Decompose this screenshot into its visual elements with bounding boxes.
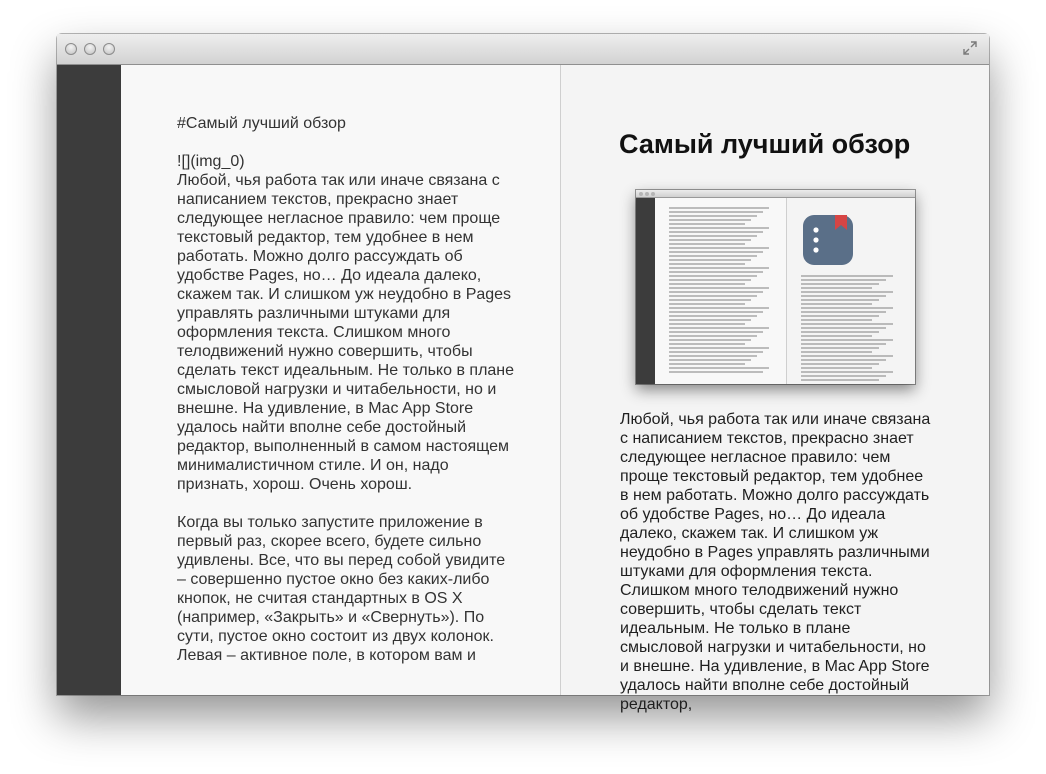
window-close-icon[interactable] [65, 43, 77, 55]
screenshot-text-line [801, 343, 886, 345]
screenshot-text-line [801, 355, 893, 357]
screenshot-dot-icon [645, 192, 649, 196]
screenshot-text-line [669, 351, 763, 353]
screenshot-text-line [801, 319, 872, 321]
editor-paragraph[interactable]: Когда вы только запустите приложение в первый раз, скорее всего, будете сильно удивлены. Все, что вы перед собой увидите – совершенно пустое окно без каких-либо кнопок, не считая стандартных в OS X (например, «Закрыть» и «Свернуть»). По сути, пустое окно состоит из двух колонок. Левая – активное поле, в котором вам и [177, 514, 506, 664]
screenshot-text-line [801, 359, 886, 361]
screenshot-text-line [801, 307, 893, 309]
screenshot-text-line [801, 275, 893, 277]
screenshot-text-line [669, 239, 751, 241]
preview-screenshot-image [636, 190, 915, 384]
screenshot-text-line [669, 311, 763, 313]
screenshot-text-line [669, 271, 763, 273]
screenshot-text-line [669, 359, 751, 361]
editor-text[interactable] [177, 114, 517, 665]
preview-paragraph: Любой, чья работа так или иначе связана с написанием текстов, прекрасно знает следующее негласное правило: чем проще текстовый редактор, тем удобнее в нем работать. Можно долго рассуждать об удобстве Pages, но… До идеала далеко, скажем так. И слишком уж неудобно в Pages управлять различными штуками для оформления текста. Слишком много телодвижений нужно совершить, чтобы сделать текст идеальным. Не только в плане смысловой нагрузки и читабельности, но и внешне. На удивление, в Mac App Store удалось найти вполне себе достойный редактор, [620, 411, 931, 713]
preview-pane[interactable] [561, 65, 989, 713]
screenshot-text-line [801, 291, 893, 293]
screenshot-text-line [801, 327, 886, 329]
editor-heading-line[interactable]: #Самый лучший обзор [177, 115, 346, 132]
screenshot-text-line [801, 363, 879, 365]
window-zoom-icon[interactable] [103, 43, 115, 55]
screenshot-text-line [669, 283, 745, 285]
screenshot-text-line [801, 375, 886, 377]
markdown-editor[interactable] [121, 65, 560, 695]
screenshot-text-line [669, 243, 745, 245]
app-icon [801, 212, 855, 268]
screenshot-text-line [669, 291, 763, 293]
screenshot-text-line [669, 339, 751, 341]
screenshot-text-line [801, 283, 879, 285]
screenshot-text-line [801, 367, 872, 369]
title-bar[interactable] [57, 34, 989, 65]
screenshot-text-line [669, 331, 763, 333]
screenshot-text-line [669, 355, 757, 357]
screenshot-text-line [669, 367, 769, 369]
screenshot-text-line [669, 327, 769, 329]
screenshot-text-line [669, 263, 745, 265]
screenshot-text-line [669, 227, 769, 229]
screenshot-text-line [801, 279, 886, 281]
screenshot-text-line [669, 307, 769, 309]
screenshot-text-line [669, 215, 757, 217]
screenshot-text-line [669, 343, 745, 345]
screenshot-text-line [801, 315, 879, 317]
preview-body [620, 410, 932, 714]
screenshot-text-line [669, 347, 769, 349]
screenshot-text-line [669, 299, 751, 301]
editor-paragraph[interactable]: Любой, чья работа так или иначе связана с написанием текстов, прекрасно знает следующее негласное правило: чем проще текстовый редактор, тем удобнее в нем работать. Можно долго рассуждать об удобстве Pages, но… До идеала далеко, скажем так. И слишком уж неудобно в Pages управлять различными штуками для оформления текста. Слишком много телодвижений нужно совершить, чтобы сделать текст идеальным. Не только в плане смысловой нагрузки и читабельности, но и внешне. На удивление, в Mac App Store удалось найти вполне себе достойный редактор, выполненный в самом настоящем минималистичном стиле. И он, надо признать, хорош. Очень хорош. [177, 172, 515, 493]
screenshot-text-line [669, 323, 745, 325]
screenshot-text-line [669, 275, 757, 277]
screenshot-text-line [669, 247, 769, 249]
window-content [57, 65, 989, 713]
screenshot-text-line [801, 351, 872, 353]
editor-image-markup[interactable]: ![](img_0) [177, 153, 245, 170]
screenshot-titlebar [636, 190, 915, 198]
screenshot-text-line [669, 319, 751, 321]
screenshot-text-line [669, 211, 763, 213]
screenshot-text-line [669, 259, 751, 261]
screenshot-text-line [669, 335, 757, 337]
screenshot-text-line [669, 251, 763, 253]
window-minimize-icon[interactable] [84, 43, 96, 55]
screenshot-text-line [669, 279, 751, 281]
screenshot-text-line [801, 331, 879, 333]
screenshot-dot-icon [639, 192, 643, 196]
screenshot-text-line [669, 255, 757, 257]
screenshot-text-line [669, 303, 745, 305]
screenshot-text-line [801, 303, 872, 305]
screenshot-text-line [669, 295, 757, 297]
screenshot-text-line [801, 371, 893, 373]
editor-gutter [57, 65, 121, 695]
screenshot-text-line [669, 219, 751, 221]
screenshot-text-line [669, 207, 769, 209]
screenshot-text-line [669, 371, 763, 373]
app-window [57, 34, 989, 713]
screenshot-text-line [669, 363, 745, 365]
screenshot-text-line [669, 287, 769, 289]
screenshot-text-line [801, 335, 872, 337]
screenshot-text-line [669, 231, 763, 233]
screenshot-text-line [801, 379, 879, 381]
screenshot-text-line [801, 295, 886, 297]
screenshot-text-line [669, 315, 757, 317]
fullscreen-icon[interactable] [962, 40, 978, 56]
screenshot-gutter [636, 198, 655, 384]
screenshot-text-line [801, 347, 879, 349]
screenshot-text-line [801, 287, 872, 289]
screenshot-text-line [801, 323, 893, 325]
screenshot-dot-icon [651, 192, 655, 196]
screenshot-text-line [669, 235, 757, 237]
screenshot-text-line [669, 223, 745, 225]
preview-title: Самый лучший обзор [619, 129, 911, 159]
screenshot-text-line [801, 339, 893, 341]
screenshot-text-line [801, 299, 879, 301]
screenshot-text-line [669, 267, 769, 269]
screenshot-text-line [801, 311, 886, 313]
